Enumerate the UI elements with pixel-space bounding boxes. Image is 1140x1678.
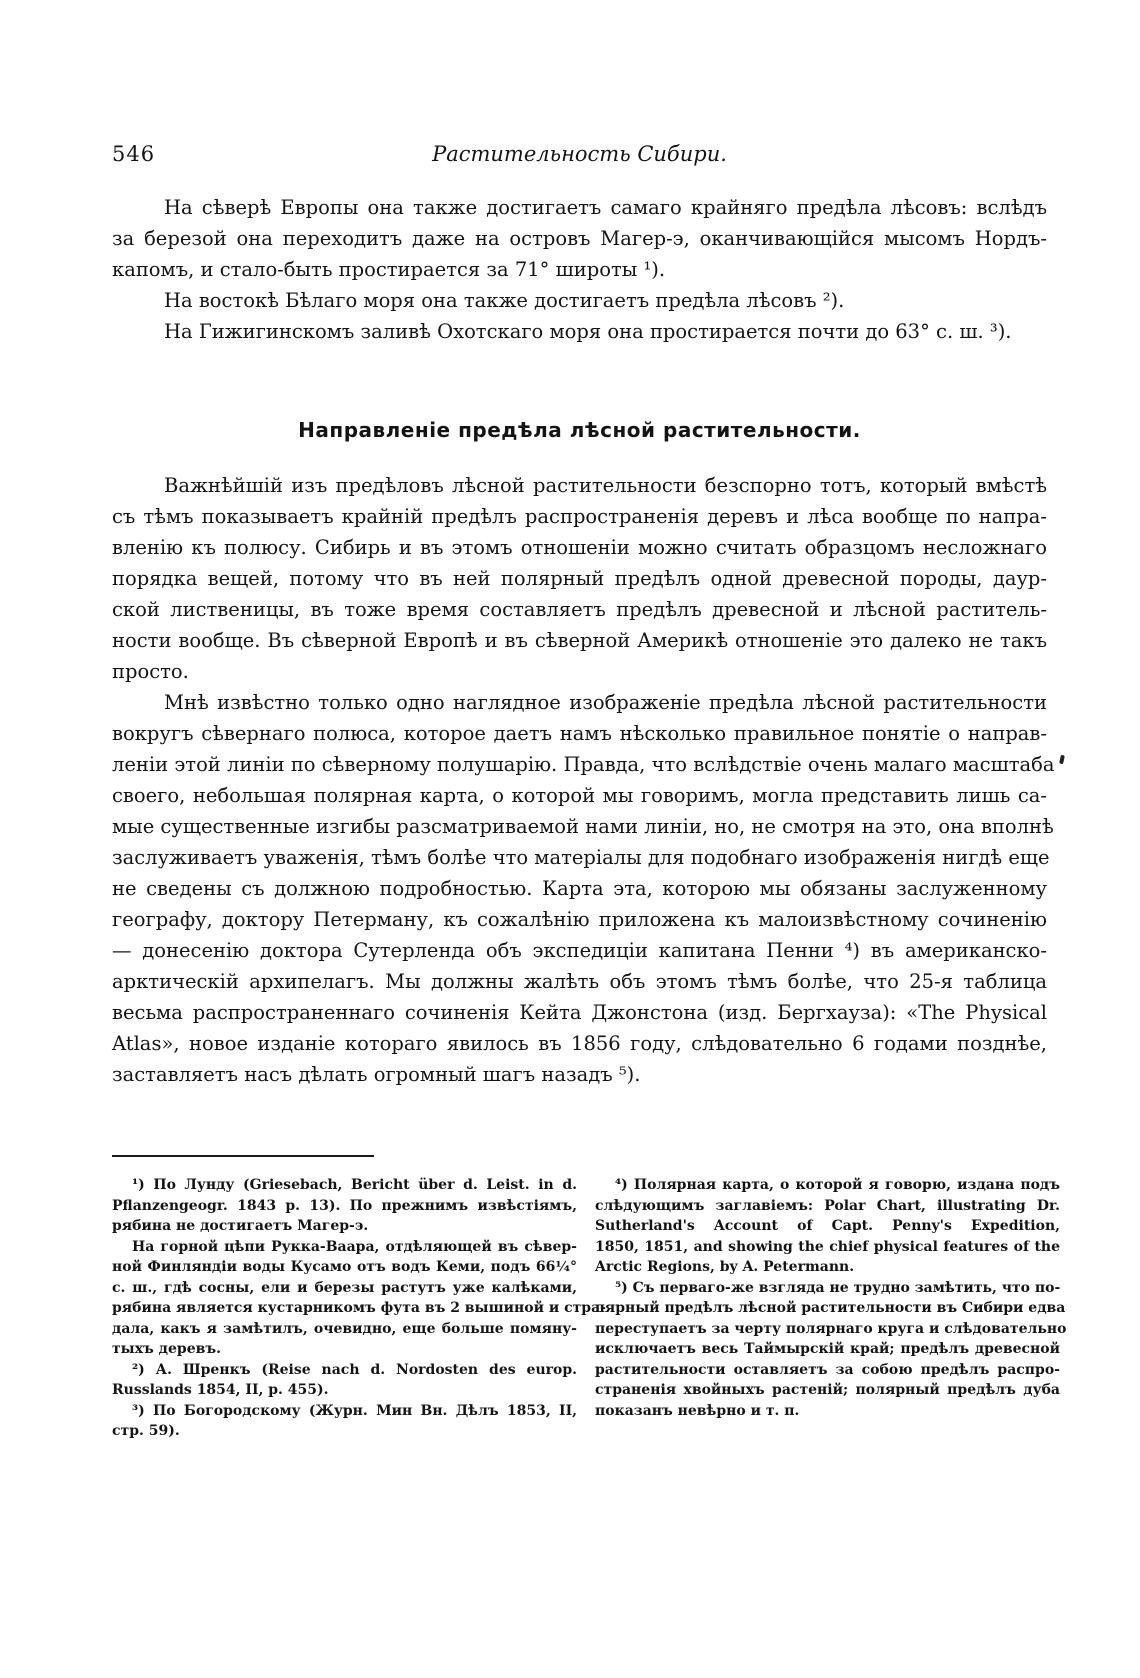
margin-ink-mark — [1059, 755, 1065, 765]
text-line: вокругъ сѣвернаго полюса, которое даетъ намъ нѣсколько правильное понятіе о направ- — [112, 722, 1047, 745]
footnote-divider — [112, 1155, 374, 1157]
body-paragraph-2 — [112, 687, 1055, 1090]
footnote-line: тыхъ деревъ. — [112, 1341, 221, 1357]
page-number: 546 — [112, 142, 156, 166]
footnote-line: ³) По Богородскому (Журн. Мин Вн. Дѣлъ 1853, II, — [132, 1402, 577, 1419]
footnote-line: ¹) По Лунду (Griesebach, Bericht über d. Leist. in d. — [132, 1177, 577, 1193]
text-line: своего, небольшая полярная карта, о которой мы говоримъ, могла представить лишь са- — [112, 784, 1047, 807]
text-line: ности вообще. Въ сѣверной Европѣ и въ сѣверной Америкѣ отношеніе это далеко не такъ — [112, 629, 1047, 652]
footnote-5 — [595, 1278, 1067, 1422]
footnote-line: На горной цѣпи Рукка-Ваара, отдѣляющей въ сѣвер- — [132, 1238, 577, 1255]
text-line: съ тѣмъ показываетъ крайній предѣлъ распространенія деревъ и лѣса вообще по напра- — [112, 505, 1047, 528]
footnote-1-continuation — [112, 1237, 606, 1360]
intro-paragraph-1 — [112, 192, 1047, 285]
text-line: просто. — [112, 660, 189, 683]
text-line: заставляетъ насъ дѣлать огромный шагъ назадъ ⁵). — [112, 1063, 641, 1086]
text-line: Мнѣ извѣстно только одно наглядное изображеніе предѣла лѣсной растительности — [164, 691, 1047, 714]
text-line: На сѣверѣ Европы она также достигаетъ самаго крайняго предѣла лѣсовъ: вслѣдъ — [164, 196, 1047, 219]
text-line: капомъ, и стало-быть простирается за 71° широты ¹). — [112, 258, 666, 281]
footnote-line: лярный предѣлъ лѣсной растительности въ Сибири едва — [595, 1300, 1066, 1316]
footnote-line: 1850, 1851, and showing the chief physical features of the — [595, 1238, 1060, 1255]
section-heading: Направленіе предѣла лѣсной растительности. — [298, 418, 861, 442]
text-line: за березой она переходитъ даже на островъ Магер-э, оканчивающійся мысомъ Нордъ- — [112, 227, 1047, 250]
running-head — [112, 142, 1047, 172]
footnote-line: слѣдующимъ заглавіемъ: Polar Chart, illustrating Dr. — [595, 1197, 1060, 1214]
footnote-line: дала, какъ я замѣтилъ, очевидно, еще больше помяну- — [112, 1320, 577, 1337]
footnote-line: Pflanzengeogr. 1843 p. 13). По прежнимъ извѣстіямъ, — [112, 1197, 577, 1214]
footnote-line: показанъ невѣрно и т. п. — [595, 1402, 800, 1419]
footnote-line: страненія хвойныхъ растеній; полярный предѣлъ дуба — [595, 1382, 1060, 1398]
intro-paragraph-3 — [112, 316, 1047, 347]
footnote-line: стр. 59). — [112, 1423, 180, 1439]
footnotes-right-column — [595, 1175, 1067, 1421]
footnote-line: ной Финляндіи воды Кусамо отъ водъ Кеми, подъ 66¼° — [112, 1259, 577, 1275]
text-line: порядка вещей, потому что въ ней полярный предѣлъ одной древесной породы, даур- — [112, 567, 1047, 590]
body-paragraph-1 — [112, 470, 1047, 687]
footnote-line: ⁴) Полярная карта, о которой я говорю, издана подъ — [615, 1177, 1060, 1193]
footnote-line: растительности оставляетъ за собою предѣлъ распро- — [595, 1361, 1060, 1378]
footnote-line: с. ш., гдѣ сосны, ели и березы растутъ уже калѣками, — [112, 1279, 577, 1296]
footnote-1 — [112, 1175, 577, 1237]
text-line: заслуживаетъ уваженія, тѣмъ болѣе что матеріалы для подобнаго изображенія нигдѣ еще — [112, 846, 1050, 869]
footnote-line: ²) А. Шренкъ (Reise nach d. Nordosten des europ. — [132, 1361, 577, 1378]
footnote-2 — [112, 1360, 577, 1401]
text-line: весьма распространеннаго сочиненія Кейта Джонстона (изд. Бергхауза): «The Physical — [112, 1001, 1047, 1024]
running-title: Растительность Сибири. — [432, 142, 727, 166]
footnote-line: переступаетъ за черту полярнаго круга и слѣдовательно — [595, 1320, 1067, 1337]
footnote-4 — [595, 1175, 1060, 1278]
footnote-line: исключаетъ весь Таймырскій край; предѣлъ древесной — [595, 1341, 1060, 1357]
footnote-line: Arctic Regions, by A. Petermann. — [595, 1259, 855, 1275]
text-line: не сведены съ должною подробностью. Карта эта, которою мы обязаны заслуженному — [112, 877, 1047, 900]
footnote-line: рябина является кустарникомъ фута въ 2 вышиной и стра- — [112, 1300, 606, 1316]
text-line: На востокѣ Бѣлаго моря она также достигаетъ предѣла лѣсовъ ²). — [164, 289, 845, 312]
text-line: Важнѣйшій изъ предѣловъ лѣсной растительности безспорно тотъ, который вмѣстѣ — [164, 474, 1047, 497]
text-line: мые существенные изгибы разсматриваемой нами линіи, но, не смотря на это, она вполнѣ — [112, 815, 1054, 838]
footnote-line: Sutherland's Account of Capt. Penny's Expedition, — [595, 1218, 1060, 1234]
text-line: леніи этой линіи по сѣверному полушарію. Правда, что вслѣдствіе очень малаго масштаба — [112, 753, 1055, 776]
footnotes-left-column — [112, 1175, 606, 1442]
footnote-line: рябина не достигаетъ Магер-э. — [112, 1218, 369, 1234]
text-line: Atlas», новое изданіе котораго явилось въ 1856 году, слѣдовательно 6 годами позднѣе, — [112, 1032, 1047, 1055]
text-line: арктическій архипелагъ. Мы должны жалѣть объ этомъ тѣмъ болѣе, что 25-я таблица — [112, 970, 1047, 993]
text-line: — донесенію доктора Сутерленда объ экспедиціи капитана Пенни ⁴) въ американско- — [112, 939, 1047, 962]
footnote-line: Russlands 1854, II, p. 455). — [112, 1382, 329, 1398]
text-line: вленію къ полюсу. Сибирь и въ этомъ отношеніи можно считать образцомъ несложнаго — [112, 536, 1047, 559]
text-line: географу, доктору Петерману, къ сожалѣнію приложена къ малоизвѣстному сочиненію — [112, 908, 1047, 931]
text-line: ской лиственицы, въ тоже время составляетъ предѣлъ древесной и лѣсной раститель- — [112, 598, 1047, 621]
footnote-line: ⁵) Съ перваго-же взгляда не трудно замѣтить, что по- — [615, 1279, 1061, 1296]
footnote-3 — [112, 1401, 577, 1442]
text-line: На Гижигинскомъ заливѣ Охотскаго моря она простирается почти до 63° с. ш. ³). — [164, 320, 1012, 343]
intro-paragraph-2 — [112, 285, 1047, 316]
